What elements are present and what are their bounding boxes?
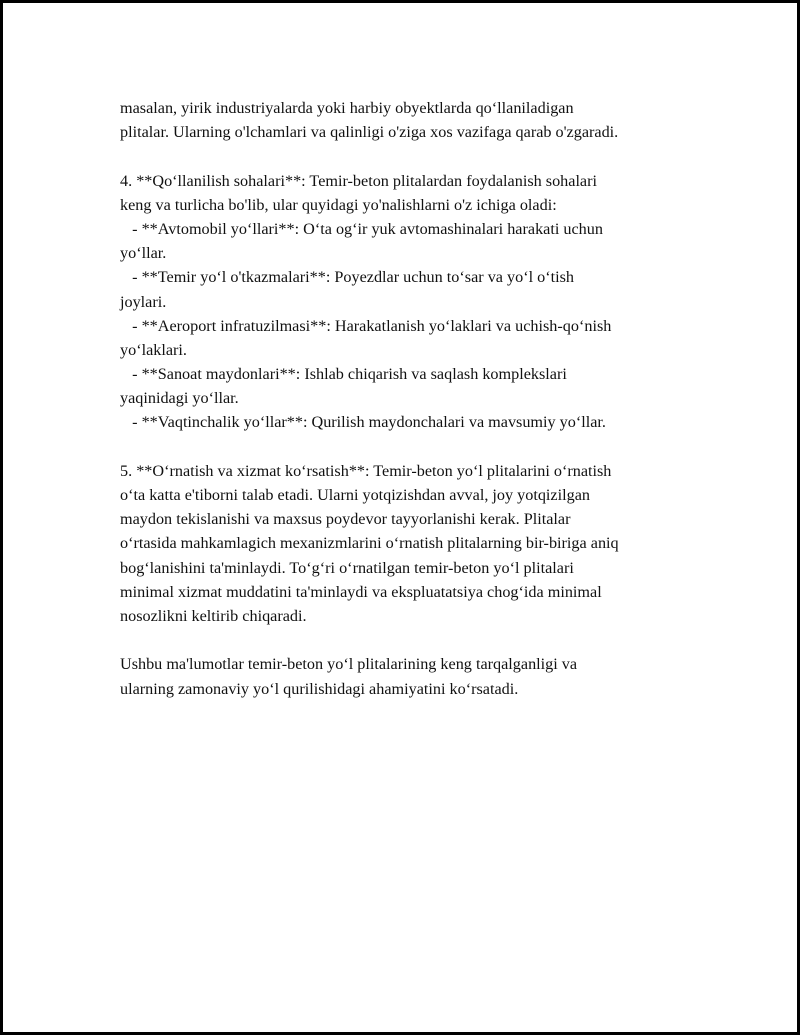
text-line: plitalar. Ularning o'lchamlari va qalinligi o'ziga xos vazifaga qarab o'zgaradi.: [120, 123, 619, 142]
paragraph-spacer: [120, 435, 710, 459]
text-line: o‘rtasida mahkamlagich mexanizmlarini o‘rnatish plitalarning bir-biriga aniq: [120, 534, 619, 553]
paragraph: [120, 96, 710, 144]
text-line: 5. **O‘rnatish va xizmat ko‘rsatish**: Temir-beton yo‘l plitalarini o‘rnatish: [120, 461, 612, 480]
text-line: - **Avtomobil yo‘llari**: O‘ta og‘ir yuk avtomashinalari harakati uchun: [120, 219, 603, 238]
paragraph: [120, 459, 710, 628]
text-line: yo‘laklari.: [120, 340, 187, 359]
text-line: o‘ta katta e'tiborni talab etadi. Ularni yotqizishdan avval, joy yotqizilgan: [120, 486, 590, 504]
text-line: - **Sanoat maydonlari**: Ishlab chiqarish va saqlash komplekslari: [120, 365, 567, 384]
paragraph-spacer: [120, 144, 710, 168]
text-line: - **Vaqtinchalik yo‘llar**: Qurilish maydonchalari va mavsumiy yo‘llar.: [120, 413, 606, 432]
text-line: minimal xizmat muddatini ta'minlaydi va ekspluatatsiya chog‘ida minimal: [120, 582, 602, 601]
text-line: yaqinidagi yo‘llar.: [120, 389, 239, 408]
paragraph-spacer: [120, 628, 710, 652]
text-line: masalan, yirik industriyalarda yoki harbiy obyektlarda qo‘llaniladigan: [120, 99, 574, 117]
text-line: Ushbu ma'lumotlar temir-beton yo‘l plitalarining keng tarqalganligi va: [120, 655, 578, 674]
text-line: ularning zamonaviy yo‘l qurilishidagi ahamiyatini ko‘rsatadi.: [120, 679, 519, 698]
text-line: nosozlikni keltirib chiqaradi.: [120, 606, 307, 625]
text-line: yo‘llar.: [120, 244, 167, 263]
document-text: [120, 96, 710, 701]
text-line: maydon tekislanishi va maxsus poydevor tayyorlanishi kerak. Plitalar: [120, 510, 571, 529]
text-line: keng va turlicha bo'lib, ular quyidagi yo'nalishlarni o'z ichiga oladi:: [120, 195, 557, 214]
text-line: joylari.: [120, 292, 167, 311]
text-line: - **Aeroport infratuzilmasi**: Harakatlanish yo‘laklari va uchish-qo‘nish: [120, 316, 612, 335]
paragraph: [120, 169, 710, 435]
text-line: bog‘lanishini ta'minlaydi. To‘g‘ri o‘rnatilgan temir-beton yo‘l plitalari: [120, 558, 574, 577]
text-line: - **Temir yo‘l o'tkazmalari**: Poyezdlar uchun to‘sar va yo‘l o‘tish: [120, 268, 575, 287]
text-line: 4. **Qo‘llanilish sohalari**: Temir-beton plitalardan foydalanish sohalari: [120, 171, 598, 190]
paragraph: [120, 652, 710, 700]
